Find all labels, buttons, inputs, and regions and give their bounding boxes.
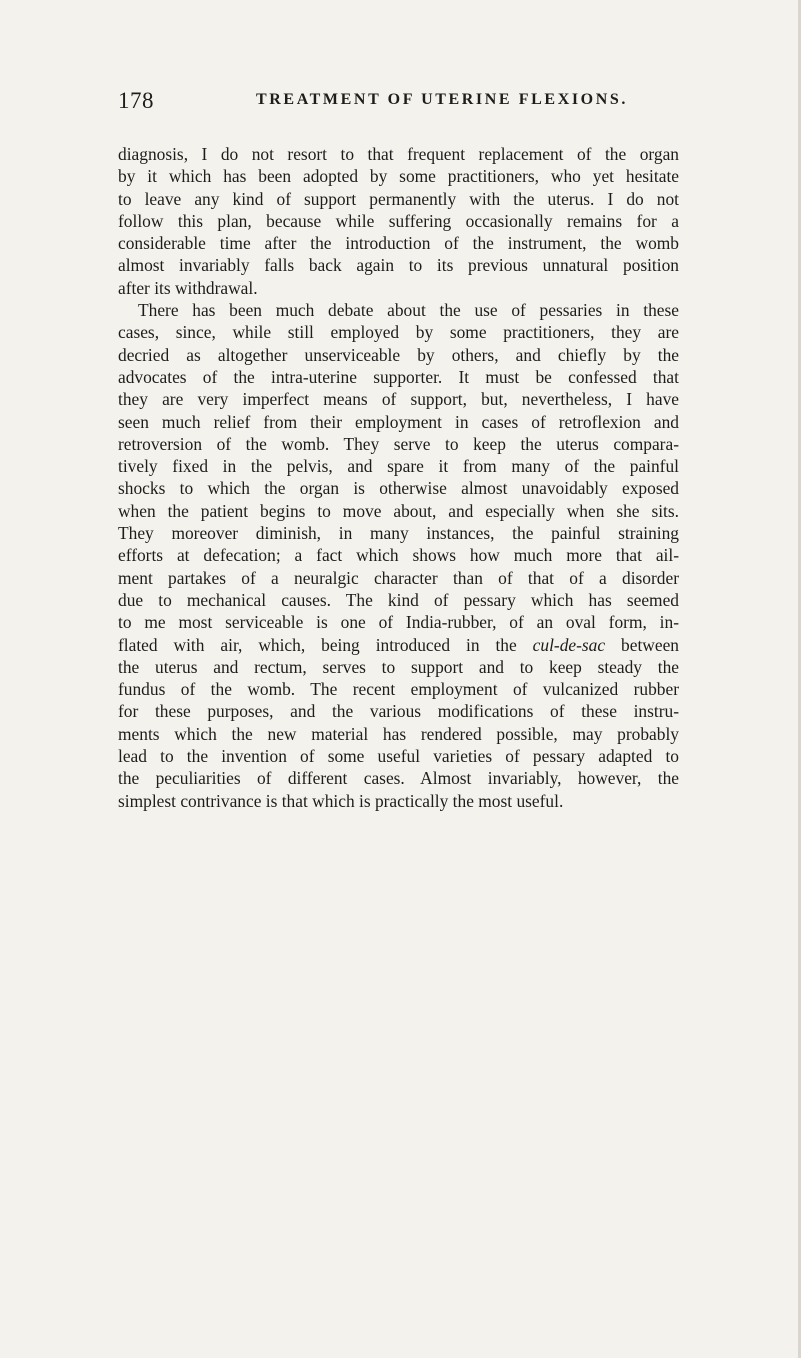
text-line: to me most serviceable is one of India-rubber, of an oval form, in-: [118, 612, 679, 633]
text-line: fundus of the womb. The recent employment of vulcanized rubber: [118, 679, 679, 700]
text-line: They moreover diminish, in many instances, the painful straining: [118, 523, 679, 544]
paragraph-start-line: There has been much debate about the use of pessaries in these: [138, 300, 679, 321]
text-line: after its withdrawal.: [118, 277, 258, 298]
page-number: 178: [118, 88, 154, 113]
text-segment: between: [605, 634, 679, 655]
italic-term: cul-de-sac: [532, 634, 606, 655]
text-line: decried as altogether unserviceable by others, and chiefly by the: [118, 344, 679, 365]
body-text: [118, 143, 679, 812]
text-line: seen much relief from their employment in cases of retroflexion and: [118, 411, 679, 432]
text-line: for these purposes, and the various modifications of these instru-: [118, 701, 679, 722]
running-head: [118, 88, 688, 118]
text-line: due to mechanical causes. The kind of pessary which has seemed: [118, 589, 679, 610]
text-line: when the patient begins to move about, and especially when she sits.: [118, 500, 679, 521]
text-line: advocates of the intra-uterine supporter. It must be confessed that: [118, 366, 679, 387]
text-line: cases, since, while still employed by some practitioners, they are: [118, 322, 679, 343]
text-line: ment partakes of a neuralgic character than of that of a disorder: [118, 567, 679, 588]
text-line: diagnosis, I do not resort to that frequent replacement of the organ: [118, 144, 679, 164]
text-line: simplest contrivance is that which is practically the most useful.: [118, 790, 564, 811]
text-line: by it which has been adopted by some practitioners, who yet hesitate: [118, 166, 679, 187]
text-line: retroversion of the womb. They serve to keep the uterus compara-: [118, 433, 679, 454]
text-line: considerable time after the introduction of the instrument, the womb: [118, 233, 679, 254]
text-line: follow this plan, because while suffering occasionally remains for a: [118, 210, 679, 231]
text-line: lead to the invention of some useful varieties of pessary adapted to: [118, 746, 679, 767]
text-line: almost invariably falls back again to its previous unnatural position: [118, 255, 679, 276]
text-line: tively fixed in the pelvis, and spare it from many of the painful: [118, 456, 679, 477]
text-line: ments which the new material has rendered possible, may probably: [118, 723, 679, 744]
text-line: efforts at defecation; a fact which shows how much more that ail-: [118, 545, 679, 566]
running-title: TREATMENT OF UTERINE FLEXIONS.: [256, 91, 628, 108]
text-line: shocks to which the organ is otherwise almost unavoidably exposed: [118, 478, 679, 499]
text-line: they are very imperfect means of support, but, nevertheless, I have: [118, 389, 679, 410]
text-line: the uterus and rectum, serves to support and to keep steady the: [118, 656, 679, 677]
text-line-with-italic: [118, 634, 679, 656]
text-line: to leave any kind of support permanently with the uterus. I do not: [118, 188, 679, 209]
text-line: the peculiarities of different cases. Almost invariably, however, the: [118, 768, 679, 789]
text-segment: flated with air, which, being introduced in the: [118, 634, 533, 655]
